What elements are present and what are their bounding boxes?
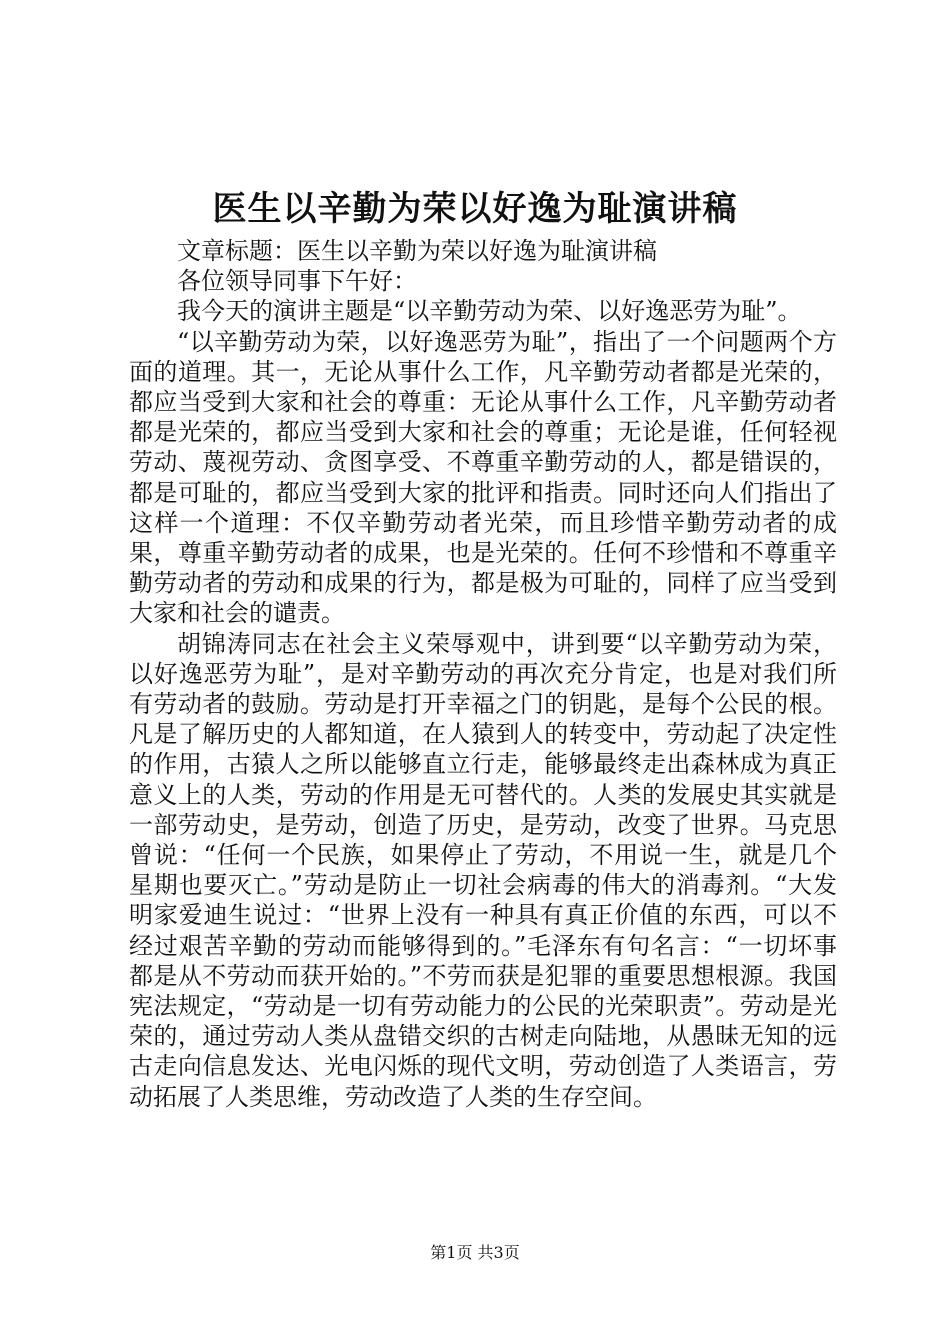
page-footer: 第1页 共3页: [430, 1243, 520, 1262]
speech-topic-paragraph: 我今天的演讲主题是“以辛勤劳动为荣、以好逸恶劳为耻”。: [177, 297, 802, 326]
body-paragraph-2: 胡锦涛同志在社会主义荣辱观中，讲到要“以辛勤劳动为荣，以好逸恶劳为耻”，是对辛勤劳动的再次充分肯定，也是对我们所有劳动者的鼓励。劳动是打开幸福之门的钥匙，是每个公民的根。凡是了解历史的人都知道，在人猿到人的转变中，劳动起了决定性的作用，古猿人之所以能够直立行走，能够最终走出森林成为真正意义上的人类，劳动的作用是无可替代的。人类的发展史其实就是一部劳动史，是劳动，创造了历史，是劳动，改变了世界。马克思曾说：“任何一个民族，如果停止了劳动，不用说一生，就是几个星期也要灭亡。”劳动是防止一切社会病毒的伟大的消毒剂。“大发明家爱迪生说过：“世界上没有一种具有真正价值的东西，可以不经过艰苦辛勤的劳动而能够得到的。”毛泽东有句名言：“一切坏事都是从不劳动而获开始的。”不劳而获是犯罪的重要思想根源。我国宪法规定，“劳动是一切有劳动能力的公民的光荣职责”。劳动是光荣的，通过劳动人类从盘错交织的古树走向陆地，从愚昧无知的远古走向信息发达、光电闪烁的现代文明，劳动创造了人类语言，劳动拓展了人类思维，劳动改造了人类的生存空间。: [129, 629, 837, 1111]
document-body: [129, 236, 837, 1112]
article-title-line: 文章标题：医生以辛勤为荣以好逸为耻演讲稿: [177, 237, 657, 265]
greeting-paragraph: 各位领导同事下午好：: [177, 267, 417, 296]
document-title: 医生以辛勤为荣以好逸为耻演讲稿: [212, 189, 738, 229]
body-paragraph-1: “以辛勤劳动为荣，以好逸恶劳为耻”，指出了一个问题两个方面的道理。其一，无论从事什么工作，凡辛勤劳动者都是光荣的，都应当受到大家和社会的尊重：无论从事什么工作，凡辛勤劳动者都是光荣的，都应当受到大家和社会的尊重；无论是谁，任何轻视劳动、蔑视劳动、贪图享受、不尊重辛勤劳动的人，都是错误的，都是可耻的，都应当受到大家的批评和指责。同时还向人们指出了这样一个道理：不仅辛勤劳动者光荣，而且珍惜辛勤劳动者的成果，尊重辛勤劳动者的成果，也是光荣的。任何不珍惜和不尊重辛勤劳动者的劳动和成果的行为，都是极为可耻的，同样了应当受到大家和社会的谴责。: [129, 327, 837, 628]
